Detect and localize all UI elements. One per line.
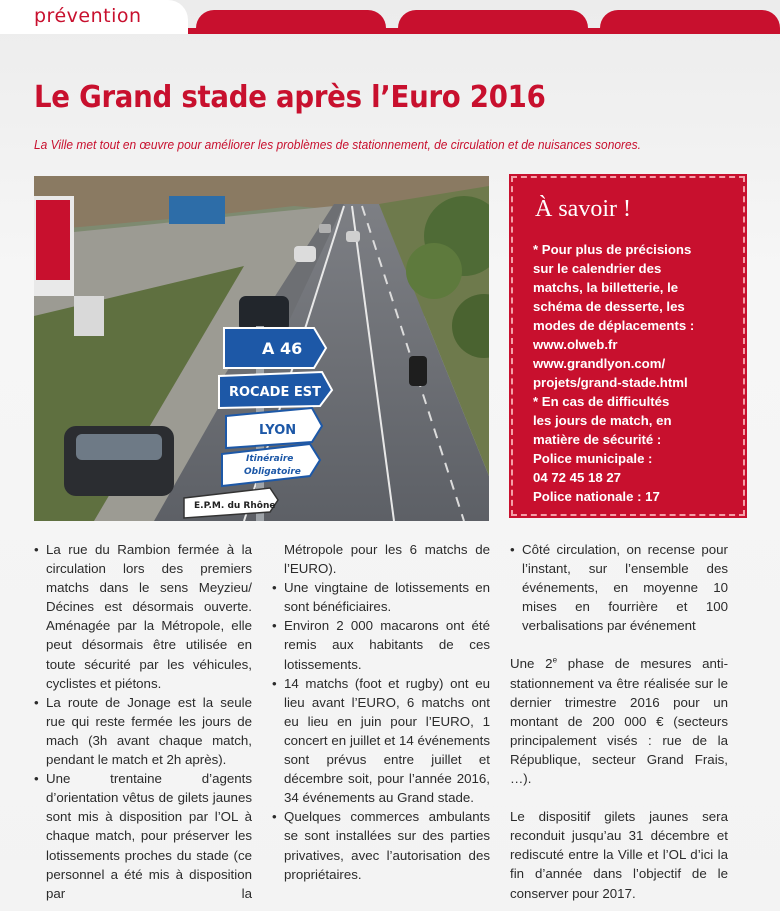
text-column-1 (34, 540, 252, 903)
info-line: * Pour plus de précisions (533, 242, 692, 257)
section-label: prévention (34, 5, 142, 27)
info-line: sur le calendrier des (533, 261, 662, 276)
paragraph-phase-2-rest: phase de mesures anti-stationnement va être réalisée sur le dernier trimestre 2016 pour un montant de 200 000 € (secteurs principalement visés : rue de la République, secteur Grand Frais, …). (510, 656, 729, 787)
sign-obligatoire: Obligatoire (244, 467, 301, 477)
road-photo (34, 176, 489, 521)
article-title: Le Grand stade après l’Euro 2016 (34, 80, 546, 115)
info-link-grandlyon: www.grandlyon.com/ (533, 356, 666, 371)
paragraph-gilets-jaunes: Le dispositif gilets jaunes sera reconduit jusqu’au 31 décembre et rediscuté entre la Ville et l’OL d’ici la fin d’année dans l’objectif de le conserver pour 2017. (510, 809, 728, 901)
paragraph-phase-2-start: Une 2 (510, 656, 553, 672)
road-photo-illustration (34, 176, 489, 521)
info-line: * En cas de difficultés (533, 394, 670, 409)
bullet-paragraph: • La route de Jonage est la seule rue qui reste fermée les jours de mach (3h avant chaque match, pendant le match et 2h après). (34, 693, 252, 769)
sign-epm-rhone: E.P.M. du Rhône (194, 501, 276, 511)
info-line: schéma de desserte, les (533, 299, 685, 314)
info-line: Police municipale : (533, 451, 653, 466)
sign-itineraire: Itinéraire (246, 454, 294, 464)
bullet-paragraph: • Quelques commerces ambulants se sont installées sur des parties privatives, avec l’autorisation des propriétaires. (272, 807, 490, 883)
info-phone: 04 72 45 18 27 (533, 470, 621, 485)
section-tab-active (0, 0, 188, 34)
sign-rocade-est: ROCADE EST (229, 385, 321, 400)
section-tab-3 (398, 10, 588, 34)
info-line: matchs, la billetterie, le (533, 280, 679, 295)
info-box-text (533, 240, 743, 506)
bullet-paragraph: • 14 matchs (foot et rugby) ont eu lieu avant l’EURO, 6 matchs ont eu lieu en juin pour l’EURO, 1 concert en juillet et 14 événements sont prévus entre juillet et décembre soit, pour l’année 2016, 34 événements au Grand stade. (272, 674, 490, 808)
section-tab-4 (600, 10, 780, 34)
text-column-2 (272, 540, 490, 884)
bullet-paragraph: • Une vingtaine de lotissements en sont bénéficiaires. (272, 578, 490, 616)
info-link-grandlyon-path: projets/grand-stade.html (533, 375, 688, 390)
info-line: modes de déplacements : (533, 318, 695, 333)
article-subtitle: La Ville met tout en œuvre pour améliorer les problèmes de stationnement, de circulation et de nuisances sonores. (34, 138, 641, 152)
sign-a46: A 46 (262, 339, 303, 358)
bullet-paragraph: • Environ 2 000 macarons ont été remis aux habitants de ces lotissements. (272, 616, 490, 673)
ordinal-superscript: e (552, 656, 558, 666)
info-line: les jours de match, en (533, 413, 672, 428)
info-box-title: À savoir ! (535, 196, 631, 222)
info-line: Police nationale : 17 (533, 489, 660, 504)
info-box (511, 176, 745, 516)
bullet-paragraph: • La rue du Rambion fermée à la circulation lors des premiers matchs dans le sens Meyzieu/ Décines est désormais ouverte. Aménagée par la Métropole, elle peut désormais être utilisée en toute sécurité par les véhicules, cyclistes et piétons. (34, 540, 252, 693)
bullet-paragraph: • Une trentaine d’agents d’orientation vêtus de gilets jaunes sont mis à disposition par l’OL à chaque match, pour préserver les lotissements proches du stade (ce personnel a été mis à disposition par la (34, 769, 252, 903)
info-line: matière de sécurité : (533, 432, 662, 447)
sign-lyon: LYON (259, 423, 297, 438)
info-link-olweb: www.olweb.fr (533, 337, 618, 352)
text-column-3 (510, 540, 728, 903)
paragraph-phase-2 (510, 654, 728, 788)
continued-paragraph: Métropole pour les 6 matchs de l’EURO). (284, 542, 490, 577)
section-tab-bar (0, 0, 780, 34)
bullet-paragraph: • Côté circulation, on recense pour l’instant, sur l’ensemble des événements, en moyenne 10 mises en fourrière et 100 verbalisations par événement (510, 540, 728, 635)
section-tab-2 (196, 10, 386, 34)
